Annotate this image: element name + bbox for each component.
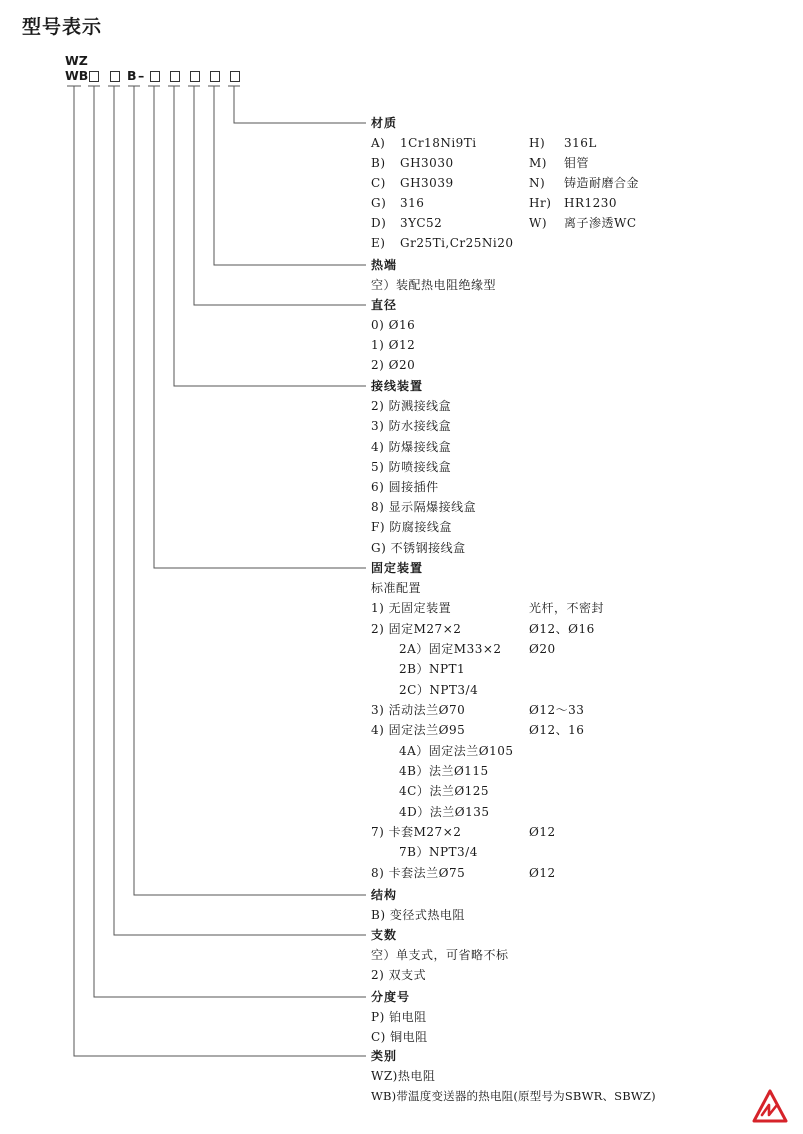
fixing-item-spec: Ø20 bbox=[529, 642, 556, 656]
model-code-b: B bbox=[127, 68, 137, 83]
fixing-item: 2) 固定M27×2 bbox=[371, 622, 462, 636]
leader-hot-end bbox=[214, 86, 366, 265]
fixing-item-spec: Ø12、16 bbox=[529, 723, 585, 737]
fixing-item: 1) 无固定装置 bbox=[371, 601, 452, 615]
leader-graduation bbox=[94, 86, 366, 997]
leader-count bbox=[114, 86, 366, 935]
fixing-heading: 固定装置 bbox=[371, 561, 424, 575]
material-code: E) bbox=[371, 236, 386, 250]
count-item: 空）单支式，可省略不标 bbox=[371, 948, 509, 962]
category-item: WZ)热电阻 bbox=[371, 1069, 436, 1083]
material-name: Gr25Ti,Cr25Ni20 bbox=[400, 236, 514, 250]
model-code-prefix: WB bbox=[65, 68, 89, 83]
hot-end-heading: 热端 bbox=[371, 258, 398, 272]
fixing-item-spec: Ø12 bbox=[529, 866, 556, 880]
diameter-item: 0) Ø16 bbox=[371, 318, 416, 332]
material-name: 1Cr18Ni9Ti bbox=[400, 136, 477, 150]
fixing-item: 7B）NPT3/4 bbox=[399, 845, 478, 859]
graduation-item: C) 铜电阻 bbox=[371, 1030, 428, 1044]
fixing-item: 2C）NPT3/4 bbox=[399, 683, 479, 697]
material-code: Hr) bbox=[529, 196, 552, 210]
category-item: WB)带温度变送器的热电阻(原型号为SBWR、SBWZ) bbox=[371, 1089, 656, 1103]
fixing-item-spec: Ø12～33 bbox=[529, 703, 585, 717]
material-name: 3YC52 bbox=[400, 216, 443, 230]
material-name: 离子渗透WC bbox=[564, 216, 637, 230]
material-name: HR1230 bbox=[564, 196, 618, 210]
fixing-item: 4A）固定法兰Ø105 bbox=[399, 744, 514, 758]
junction-item: F) 防腐接线盒 bbox=[371, 520, 452, 534]
model-code-wz: WZ bbox=[65, 53, 88, 68]
diameter-heading: 直径 bbox=[371, 298, 398, 312]
page-title: 型号表示 bbox=[22, 16, 103, 38]
material-name: GH3039 bbox=[400, 176, 454, 190]
material-name: GH3030 bbox=[400, 156, 454, 170]
material-code: H) bbox=[529, 136, 546, 150]
model-code-dash: – bbox=[138, 68, 145, 83]
material-code: D) bbox=[371, 216, 387, 230]
material-heading: 材质 bbox=[371, 116, 398, 130]
fixing-item: 4B）法兰Ø115 bbox=[399, 764, 489, 778]
leader-fixing bbox=[154, 86, 366, 568]
fixing-item: 4D）法兰Ø135 bbox=[399, 805, 490, 819]
count-heading: 支数 bbox=[371, 928, 398, 942]
graduation-heading: 分度号 bbox=[371, 990, 411, 1004]
material-name: 316 bbox=[400, 196, 425, 210]
material-code: A) bbox=[371, 136, 386, 150]
material-code: G) bbox=[371, 196, 387, 210]
category-heading: 类别 bbox=[371, 1049, 398, 1063]
material-code: W) bbox=[529, 216, 548, 230]
fixing-item-spec: 光杆，不密封 bbox=[529, 601, 605, 615]
fixing-subheading: 标准配置 bbox=[371, 581, 422, 595]
fixing-item: 4C）法兰Ø125 bbox=[399, 784, 490, 798]
leader-material bbox=[234, 86, 366, 123]
material-code: C) bbox=[371, 176, 386, 190]
junction-heading: 接线装置 bbox=[371, 379, 424, 393]
fixing-item: 3) 活动法兰Ø70 bbox=[371, 703, 466, 717]
structure-heading: 结构 bbox=[371, 888, 398, 902]
fixing-item-spec: Ø12、Ø16 bbox=[529, 622, 595, 636]
junction-item: 5) 防喷接线盒 bbox=[371, 460, 452, 474]
material-name: 铸造耐磨合金 bbox=[564, 176, 640, 190]
junction-item: G) 不锈钢接线盒 bbox=[371, 541, 466, 555]
fixing-item: 8) 卡套法兰Ø75 bbox=[371, 866, 466, 880]
count-item: 2) 双支式 bbox=[371, 968, 427, 982]
leader-diameter bbox=[194, 86, 366, 305]
leader-junction bbox=[174, 86, 366, 386]
structure-item: B) 变径式热电阻 bbox=[371, 908, 465, 922]
diameter-item: 1) Ø12 bbox=[371, 338, 416, 352]
fixing-item-spec: Ø12 bbox=[529, 825, 556, 839]
diameter-item: 2) Ø20 bbox=[371, 358, 416, 372]
fixing-item: 4) 固定法兰Ø95 bbox=[371, 723, 466, 737]
brand-logo-icon bbox=[752, 1089, 788, 1125]
graduation-item: P) 铂电阻 bbox=[371, 1010, 427, 1024]
junction-item: 3) 防水接线盒 bbox=[371, 419, 452, 433]
hot-end-item: 空）装配热电阻绝缘型 bbox=[371, 278, 497, 292]
material-name: 316L bbox=[564, 136, 597, 150]
leader-structure bbox=[134, 86, 366, 895]
fixing-item: 2B）NPT1 bbox=[399, 662, 466, 676]
junction-item: 8) 显示隔爆接线盒 bbox=[371, 500, 477, 514]
fixing-item: 7) 卡套M27×2 bbox=[371, 825, 462, 839]
leader-category bbox=[74, 86, 366, 1056]
junction-item: 6) 圆接插件 bbox=[371, 480, 439, 494]
material-code: M) bbox=[529, 156, 547, 170]
fixing-item: 2A）固定M33×2 bbox=[399, 642, 502, 656]
material-code: B) bbox=[371, 156, 386, 170]
material-name: 钼管 bbox=[564, 156, 590, 170]
junction-item: 4) 防爆接线盒 bbox=[371, 440, 452, 454]
junction-item: 2) 防溅接线盒 bbox=[371, 399, 452, 413]
material-code: N) bbox=[529, 176, 546, 190]
